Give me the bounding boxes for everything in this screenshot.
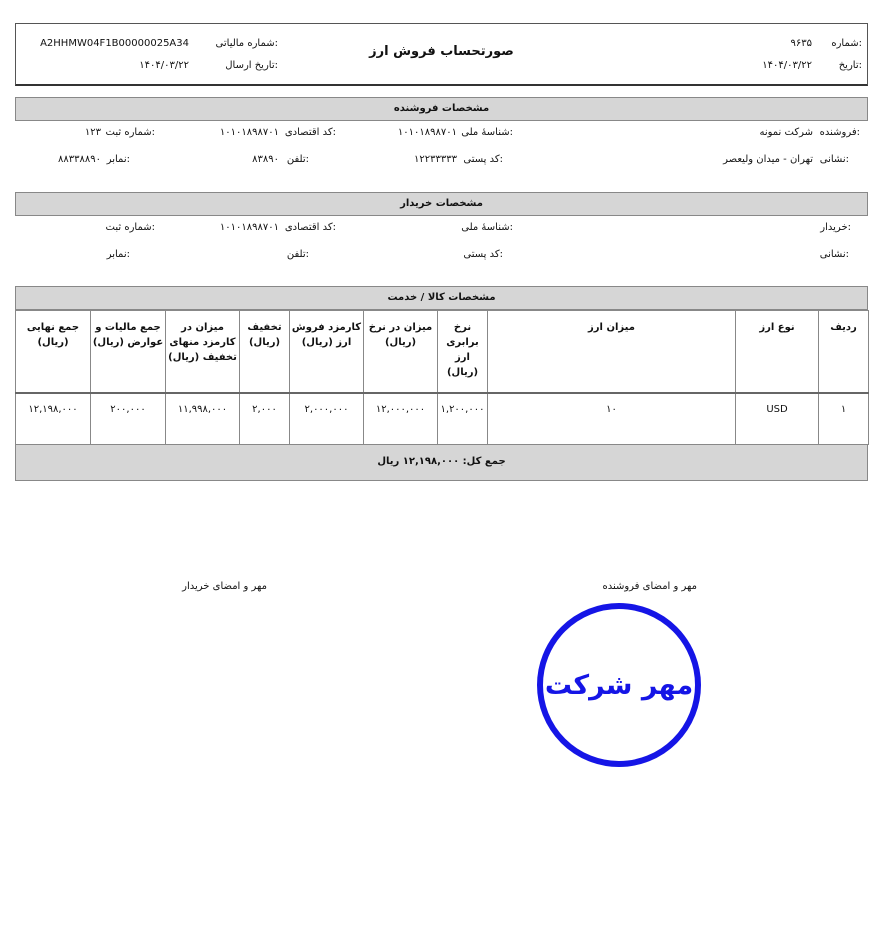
invoice-date-label: تاریخ: <box>838 60 862 71</box>
col-currency-amount: میزان ارز <box>488 311 736 393</box>
invoice-header <box>15 23 868 86</box>
seller-address-value: تهران - میدان ولیعصر <box>723 154 813 165</box>
col-final-total: جمع نهایی (ریال) <box>16 311 91 393</box>
buyer-economic-code-value: ۱۰۱۰۱۸۹۸۷۰۱ <box>219 222 279 233</box>
seller-address-label: نشانی: <box>819 154 849 165</box>
stamp-text: مهر شرکت <box>544 669 694 701</box>
items-section-title: مشخصات کالا / خدمت <box>15 286 868 310</box>
invoice-title: صورتحساب فروش ارز <box>369 44 514 59</box>
seller-national-id-value: ۱۰۱۰۱۸۹۸۷۰۱ <box>397 127 457 138</box>
table-row <box>16 393 869 445</box>
seller-fax-label: نمابر: <box>106 154 130 165</box>
seller-postal-label: کد پستی: <box>463 154 503 165</box>
cell-currency-amount: ۱۰ <box>488 393 736 445</box>
cell-currency-type: USD <box>736 393 819 445</box>
seller-name-label: فروشنده: <box>819 127 860 138</box>
items-table <box>15 310 869 445</box>
seller-national-id-label: شناسهٔ ملی: <box>461 127 513 138</box>
seller-economic-code-label: کد اقتصادی: <box>284 127 336 138</box>
col-amount-at-rate: میزان در نرخ (ریال) <box>364 311 438 393</box>
cell-amount-at-rate: ۱۲,۰۰۰,۰۰۰ <box>364 393 438 445</box>
tax-id-value: A2HHMW04F1B00000025A34 <box>40 38 189 49</box>
seller-phone-value: ۸۳۸۹۰ <box>252 154 279 165</box>
buyer-reg-no-label: شماره ثبت: <box>105 222 155 233</box>
buyer-address-label: نشانی: <box>819 249 849 260</box>
seller-fax-value: ۸۸۳۳۸۸۹۰ <box>58 154 101 165</box>
seller-reg-no-label: شماره ثبت: <box>105 127 155 138</box>
col-fee-minus-discount: میزان در کارمزد منهای تخفیف (ریال) <box>166 311 240 393</box>
buyer-economic-code-label: کد اقتصادی: <box>284 222 336 233</box>
buyer-phone-label: تلفن: <box>286 249 309 260</box>
seller-economic-code-value: ۱۰۱۰۱۸۹۸۷۰۱ <box>219 127 279 138</box>
buyer-name-label: خریدار: <box>820 222 851 233</box>
col-row: ردیف <box>819 311 869 393</box>
cell-final-total: ۱۲,۱۹۸,۰۰۰ <box>16 393 91 445</box>
seller-signature-label: مهر و امضای فروشنده <box>602 581 697 592</box>
invoice-number-label: شماره: <box>831 38 862 49</box>
buyer-fax-label: نمابر: <box>106 249 130 260</box>
tax-id-label: شماره مالیاتی: <box>215 38 278 49</box>
seller-phone-label: تلفن: <box>286 154 309 165</box>
seller-reg-no-value: ۱۲۳ <box>84 127 101 138</box>
cell-row: ۱ <box>819 393 869 445</box>
company-stamp <box>537 603 701 767</box>
cell-rate: ۱,۲۰۰,۰۰۰ <box>438 393 488 445</box>
invoice-number-value: ۹۶۳۵ <box>790 38 812 49</box>
buyer-postal-label: کد پستی: <box>463 249 503 260</box>
seller-postal-value: ۱۲۲۳۳۳۳۳ <box>414 154 457 165</box>
buyer-section-title: مشخصات خریدار <box>15 192 868 216</box>
send-date-label: تاریخ ارسال: <box>225 60 278 71</box>
col-currency-type: نوع ارز <box>736 311 819 393</box>
grand-total: جمع کل: ۱۲,۱۹۸,۰۰۰ ریال <box>15 444 868 481</box>
cell-tax-total: ۲۰۰,۰۰۰ <box>91 393 166 445</box>
cell-sale-fee: ۲,۰۰۰,۰۰۰ <box>290 393 364 445</box>
col-rate: نرخ برابری ارز (ریال) <box>438 311 488 393</box>
col-tax-total: جمع مالیات و عوارض (ریال) <box>91 311 166 393</box>
invoice-date-value: ۱۴۰۴/۰۳/۲۲ <box>762 60 812 71</box>
send-date-value: ۱۴۰۴/۰۳/۲۲ <box>139 60 189 71</box>
seller-section-title: مشخصات فروشنده <box>15 97 868 121</box>
cell-discount: ۲,۰۰۰ <box>240 393 290 445</box>
col-sale-fee: کارمزد فروش ارز (ریال) <box>290 311 364 393</box>
col-discount: تخفیف (ریال) <box>240 311 290 393</box>
buyer-signature-label: مهر و امضای خریدار <box>182 581 267 592</box>
cell-fee-minus-discount: ۱۱,۹۹۸,۰۰۰ <box>166 393 240 445</box>
items-header-row <box>16 311 869 393</box>
buyer-national-id-label: شناسهٔ ملی: <box>461 222 513 233</box>
seller-name-value: شرکت نمونه <box>759 127 813 138</box>
